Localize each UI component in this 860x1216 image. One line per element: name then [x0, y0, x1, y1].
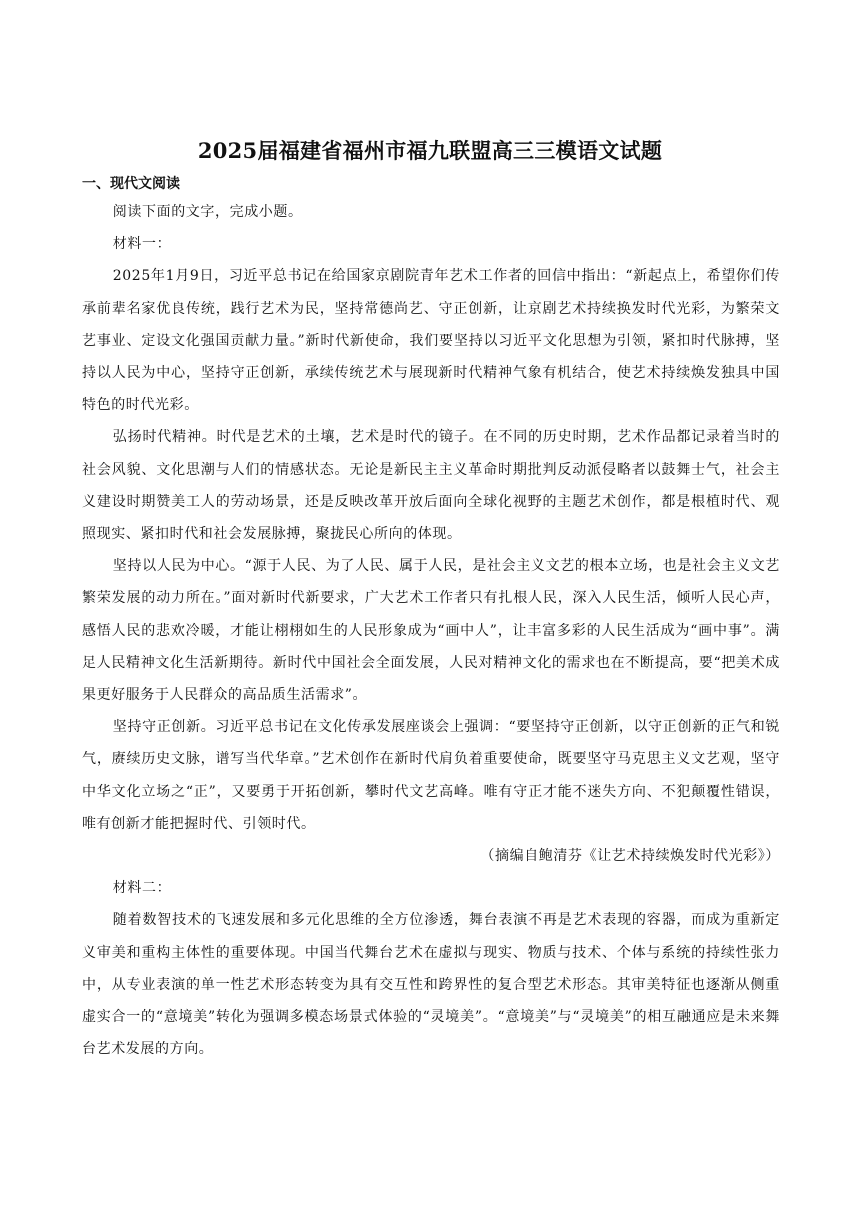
material-one-label: 材料一： — [112, 236, 172, 253]
material-one-paragraph: 坚持守正创新。习近平总书记在文化传承发展座谈会上强调：“要坚持守正创新，以守正创新的正气和锐气，赓续历史文脉，谱写当代华章。”艺术创作在新时代肩负着重要使命，既要坚守马克思主义文艺观，坚守中华文化立场之“正”，又要勇于开拓创新，攀时代文艺高峰。唯有守正才能不迷失方向、不犯颠覆性错误，唯有创新才能把握时代、引领时代。 — [82, 719, 780, 832]
material-one-paragraph: 2025年1月9日，习近平总书记在给国家京剧院青年艺术工作者的回信中指出：“新起点上，希望你们传承前辈名家优良传统，践行艺术为民，坚持常德尚艺、守正创新，让京剧艺术持续换发时代光彩，为繁荣文艺事业、定设文化强国贡献力量。”新时代新使命，我们要坚持以习近平文化思想为引领，紧扣时代脉搏，坚持以人民为中心，坚持守正创新，承续传统艺术与展现新时代精神气象有机结合，使艺术持续焕发独具中国特色的时代光彩。 — [82, 268, 780, 414]
material-two-paragraph: 随着数智技术的飞速发展和多元化思维的全方位渗透，舞台表演不再是艺术表现的容器，而成为重新定义审美和重构主体性的重要体现。中国当代舞台艺术在虚拟与现实、物质与技术、个体与系统的持续性张力中，从专业表演的单一性艺术形态转变为具有交互性和跨界性的复合型艺术形态。其审美特征也逐渐从侧重虚实合一的“意境美”转化为强调多模态场景式体验的“灵境美”。“意境美”与“灵境美”的相互融通应是未来舞台艺术发展的方向。 — [82, 912, 780, 1058]
instruction-text: 阅读下面的文字，完成小题。 — [112, 204, 303, 220]
material-one-source: （摘编自鲍清芬《让艺术持续焕发时代光彩》） — [480, 848, 780, 865]
material-two-label: 材料二： — [112, 880, 172, 897]
material-one-paragraph: 坚持以人民为中心。“源于人民、为了人民、属于人民，是社会主义文艺的根本立场，也是社会主义文艺繁荣发展的动力所在。”面对新时代新要求，广大艺术工作者只有扎根人民，深入人民生活，倾听人民心声，感悟人民的悲欢冷暖，才能让栩栩如生的人民形象成为“画中人”，让丰富多彩的人民生活成为“画中事”。满足人民精神文化生活新期待。新时代中国社会全面发展，人民对精神文化的需求也在不断提高，要“把美术成果更好服务于人民群众的高品质生活需求”。 — [82, 558, 780, 704]
material-one-paragraph: 弘扬时代精神。时代是艺术的土壤，艺术是时代的镜子。在不同的历史时期，艺术作品都记录着当时的社会风貌、文化思潮与人们的情感状态。无论是新民主主义革命时期批判反动派侵略者以鼓舞士气，社会主义建设时期赞美工人的劳动场景，还是反映改革开放后面向全球化视野的主题艺术创作，都是根植时代、观照现实、紧扣时代和社会发展脉搏，聚拢民心所向的体现。 — [82, 429, 780, 543]
document-title: 2025届福建省福州市福九联盟高三三模语文试题 — [197, 138, 663, 163]
document-body — [82, 196, 780, 1065]
section-heading: 一、现代文阅读 — [82, 176, 180, 192]
